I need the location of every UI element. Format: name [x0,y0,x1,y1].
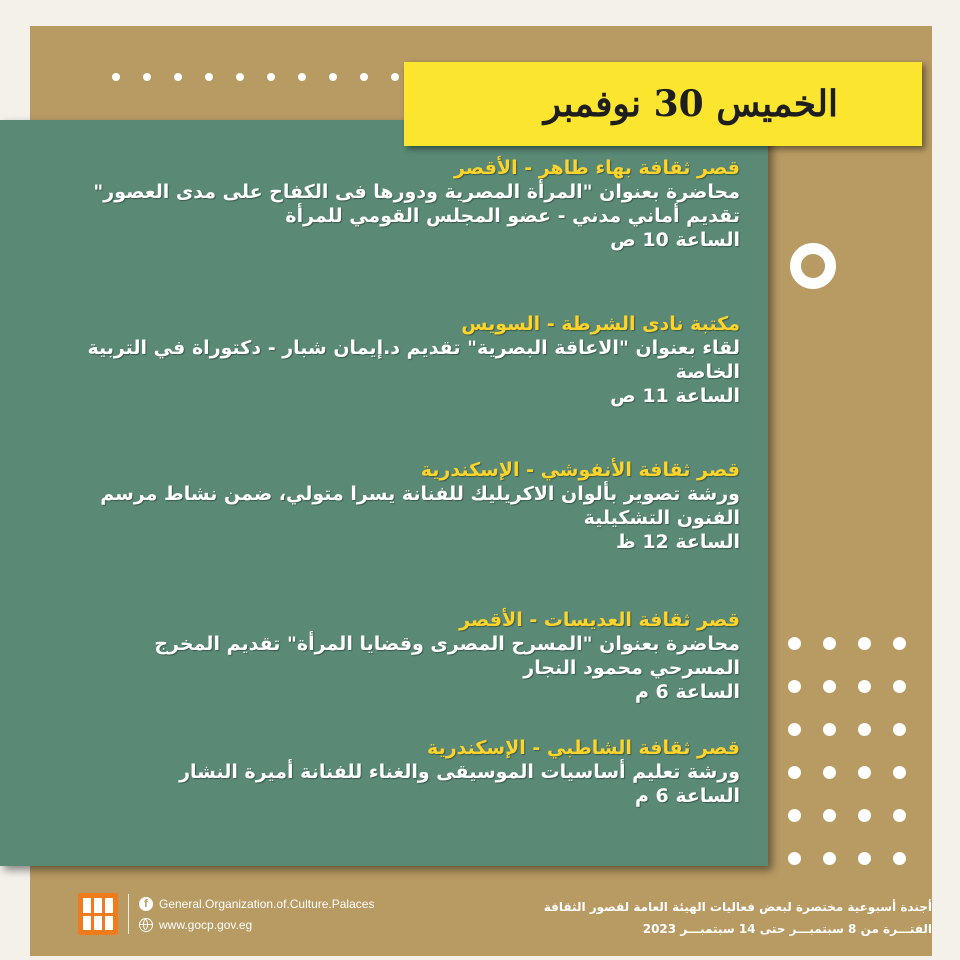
event-line: ورشة تصوير بألوان الاكريليك للفنانة يسرا متولي، ضمن نشاط مرسم [100,483,740,505]
facebook-icon: f [139,897,153,911]
event-item [70,312,740,408]
dot-grid-decoration [788,637,906,865]
event-item [70,156,740,252]
event-time: الساعة 10 ص [610,229,740,251]
facebook-handle: General.Organization.of.Culture.Palaces [159,896,375,911]
website-link[interactable] [139,918,374,932]
gocp-logo [78,893,118,935]
event-line: المسرحي محمود النجار [523,657,740,679]
footer-agenda [544,896,932,940]
banner-title: الخميس 30 نوفمبر [543,83,838,125]
event-line: لقاء بعنوان "الاعاقة البصرية" تقديم د.إيمان شبار - دكتوراة في التربية [87,337,740,359]
event-item [70,608,740,704]
agenda-period: الفتـــرة من 8 سبتمبـــر حتى 14 سبتمبـــر 2023 [642,922,932,936]
footer-divider [128,894,129,934]
event-time: الساعة 11 ص [610,385,740,407]
event-line: تقديم أماني مدني - عضو المجلس القومي للمرأة [285,205,740,227]
top-dots-decoration [112,73,430,81]
event-time: الساعة 12 ظ [615,531,740,553]
date-banner [404,62,922,146]
event-venue: مكتبة نادى الشرطة - السويس [461,313,740,335]
ring-decoration [790,243,836,289]
agenda-title: أجندة أسبوعية مختصرة لبعض فعاليات الهيئة العامة لقصور الثقافة [543,900,932,914]
globe-icon [139,918,153,932]
event-line: الفنون التشكيلية [583,507,740,529]
event-venue: قصر ثقافة الشاطبي - الإسكندرية [427,737,740,759]
event-line: محاضرة بعنوان "المرأة المصرية ودورها فى الكفاح على مدى العصور" [93,181,740,203]
event-venue: قصر ثقافة الأنفوشي - الإسكندرية [420,459,740,481]
footer-contacts [78,893,374,935]
event-time: الساعة 6 م [634,785,740,807]
event-line: محاضرة بعنوان "المسرح المصرى وقضايا المرأة" تقديم المخرج [154,633,740,655]
event-item [70,736,740,808]
contact-list [139,897,374,932]
event-line: ورشة تعليم أساسيات الموسيقى والغناء للفنانة أميرة النشار [179,761,740,783]
event-line: الخاصة [675,361,740,383]
event-item [70,458,740,554]
facebook-link[interactable] [139,897,374,911]
event-venue: قصر ثقافة العديسات - الأقصر [459,609,740,631]
website-url: www.gocp.gov.eg [159,917,253,932]
event-time: الساعة 6 م [634,681,740,703]
event-venue: قصر ثقافة بهاء طاهر - الأقصر [453,157,740,179]
